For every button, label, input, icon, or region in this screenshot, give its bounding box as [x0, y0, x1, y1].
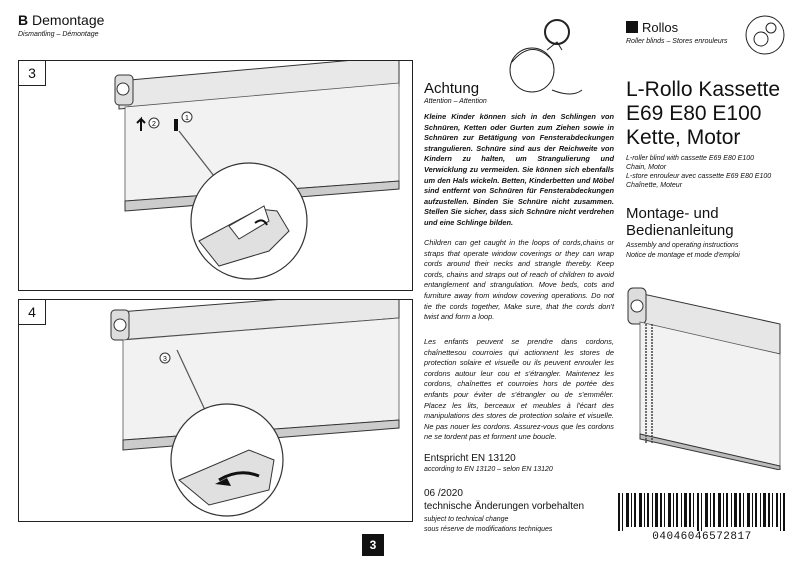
manual-subtitle-en: Assembly and operating instructions — [626, 242, 739, 249]
product-title-line-2: E69 E80 E100 — [626, 102, 762, 125]
product-title-line-1: L-Rollo Kassette — [626, 78, 781, 101]
product-en-line-1: L-roller blind with cassette E69 E80 E100 — [626, 155, 755, 162]
category-title: Rollos — [642, 20, 679, 35]
product-illustration — [620, 274, 790, 470]
section-title: Demontage — [32, 12, 105, 28]
section-letter: B — [18, 12, 29, 28]
callout-1: 1 — [185, 115, 189, 122]
change-notice-fr: sous réserve de modifications techniques — [424, 526, 553, 533]
step-4-illustration — [19, 300, 412, 521]
section-subtitle: Dismantling – Démontage — [18, 31, 99, 38]
step-4-panel — [18, 299, 413, 522]
barcode-bars — [618, 493, 786, 531]
warning-text-de: Kleine Kinder können sich in den Schlingen von Schnüren, Ketten oder Gurten zum Ziehen sowie in Schnüren zur Betätigung von Fensterabdeckungen strangulieren. Schnüre sind aus der Reichweite von Kindern zu halten, um Strangulierung und Verwicklung zu vermeiden. Sie können sich ebenfalls um den Hals wickeln. Betten, Kinderbetten und Möbel sind entfernt von Schnüren für Fensterabdeckungen aufzustellen. Binden Sie Schnüre nicht zusammen. Stellen Sie sicher, dass sich Schnüre nicht verdrehen und eine Schlinge bilden. — [424, 112, 614, 227]
page-number: 3 — [362, 534, 384, 556]
category-heading — [626, 20, 678, 35]
step-number: 4 — [19, 300, 46, 325]
product-en-line-2: Chain, Motor — [626, 164, 667, 171]
callout-3: 3 — [163, 356, 167, 363]
callout-2: 2 — [152, 121, 156, 128]
step-number: 3 — [19, 61, 46, 86]
step-3-illustration — [19, 61, 412, 290]
product-fr-line-1: L-store enrouleur avec cassette E69 E80 E100 — [626, 173, 772, 180]
barcode-number: 04046046572817 — [652, 531, 752, 543]
standard-title: Entspricht EN 13120 — [424, 453, 516, 464]
manual-title-line-2: Bedienanleitung — [626, 222, 734, 239]
section-heading — [18, 12, 104, 28]
edition-date: 06 /2020 — [424, 488, 463, 499]
product-fr-line-2: Chaînette, Moteur — [626, 182, 683, 189]
warning-text-fr: Les enfants peuvent se prendre dans cordons, chaînettesou courroies qui actionnent les stores de protection solaire et visuelle ou ils peuvent enrouler les cordons autour leur cou et s'étrangler. Maintenez les cordons, chaînettes et courroies hors de portée des enfants pour éviter de s'étrangler ou de s'emmêler. Placez les lits, berceaux et meubles à l'écart des manipulations des stores de protection solaire et visuelle. Ne pas nouer les cordons. Assurez-vous que les cordons ne se tordent pas et forment une boucle. — [424, 337, 614, 442]
warning-title: Achtung — [424, 80, 480, 97]
warning-subtitle: Attention – Attention — [424, 98, 487, 105]
warning-text-en: Children can get caught in the loops of cords,chains or straps that operate window coverings or they can wrap cords around their necks and strangle thereby. Keep cords, chains and straps out of reach of children to avoid entanglement and strangulation. Move beds, cots and furniture away from window covering operations. Do not tie the cords together, Make sure, that the cords don't twist and form a loop. — [424, 238, 614, 322]
manual-subtitle-fr: Notice de montage et mode d'emploi — [626, 252, 740, 259]
step-3-panel — [18, 60, 413, 291]
child-safety-icon — [744, 14, 786, 56]
category-subtitle: Roller blinds – Stores enrouleurs — [626, 38, 728, 45]
manual-title-line-1: Montage- und — [626, 205, 719, 222]
product-title-line-3: Kette, Motor — [626, 126, 741, 149]
category-square-icon — [626, 21, 638, 33]
change-notice-en: subject to technical change — [424, 516, 509, 523]
standard-subtitle: according to EN 13120 – selon EN 13120 — [424, 466, 553, 473]
child-warning-illustration — [492, 10, 588, 110]
change-notice: technische Änderungen vorbehalten — [424, 501, 585, 512]
